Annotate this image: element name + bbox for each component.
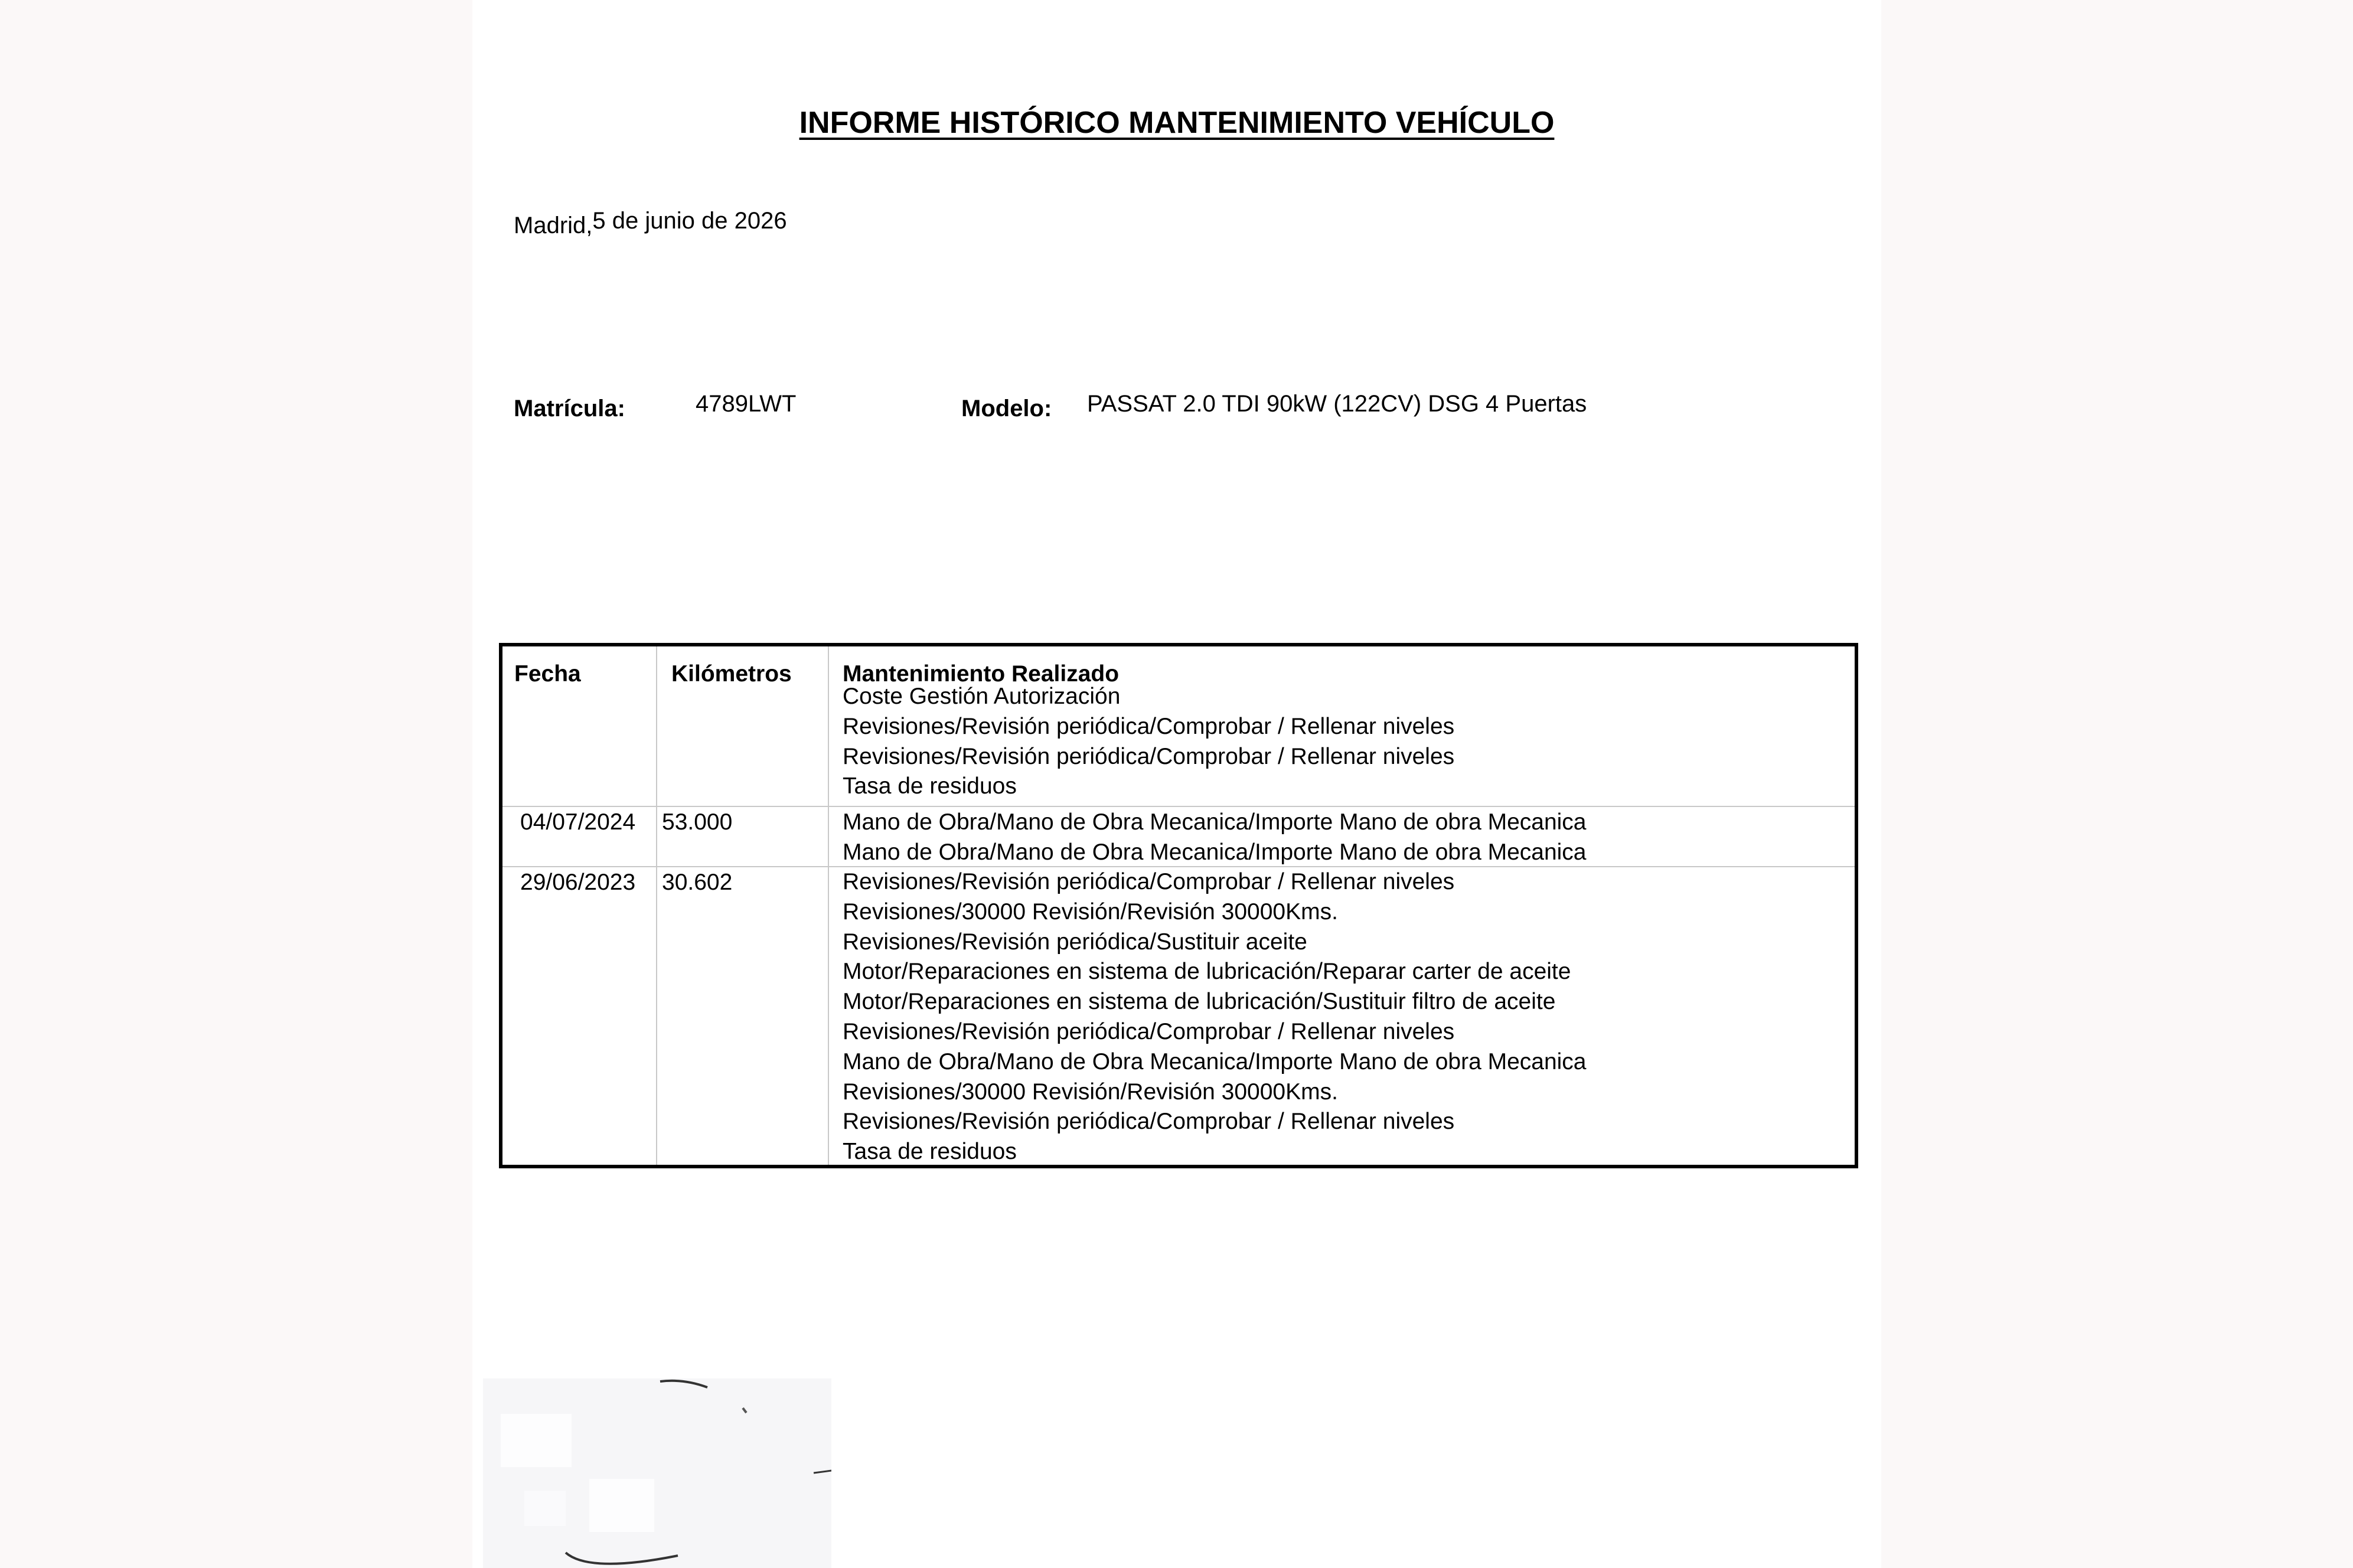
maintenance-item: Revisiones/Revisión periódica/Comprobar / Rellenar niveles [843, 1018, 1455, 1044]
signature-stamp-icon [483, 1378, 831, 1568]
maintenance-item: Revisiones/Revisión periódica/Comprobar / Rellenar niveles [843, 713, 1455, 739]
signature-stamp-icon [483, 1378, 831, 1568]
document-page [472, 0, 1881, 1568]
plate-value: 4789LWT [696, 391, 797, 417]
maintenance-item: Motor/Reparaciones en sistema de lubricación/Sustituir filtro de aceite [843, 989, 1556, 1015]
page-title: INFORME HISTÓRICO MANTENIMIENTO VEHÍCULO [799, 106, 1555, 140]
maintenance-item: Mano de Obra/Mano de Obra Mecanica/Importe Mano de obra Mecanica [843, 809, 1587, 835]
model-value: PASSAT 2.0 TDI 90kW (122CV) DSG 4 Puertas [1087, 391, 1587, 417]
maintenance-item: Tasa de residuos [843, 773, 1017, 799]
maintenance-item: Mano de Obra/Mano de Obra Mecanica/Importe Mano de obra Mecanica [843, 1048, 1587, 1074]
place-date [514, 208, 787, 239]
row-km: 30.602 [662, 870, 733, 895]
header-mantenimiento: Mantenimiento Realizado [843, 661, 1120, 687]
maintenance-table [499, 643, 1858, 1168]
report-date: 5 de junio de 2026 [592, 208, 787, 234]
maintenance-item: Coste Gestión Autorización [843, 684, 1121, 709]
maintenance-item: Revisiones/30000 Revisión/Revisión 30000Kms. [843, 1079, 1338, 1105]
row-divider [502, 806, 1855, 807]
column-divider [828, 646, 829, 1165]
plate-label: Matrícula: [514, 396, 625, 422]
row-date: 29/06/2023 [520, 870, 636, 895]
header-fecha: Fecha [514, 661, 581, 687]
maintenance-item: Revisiones/30000 Revisión/Revisión 30000Kms. [843, 899, 1338, 925]
maintenance-item: Tasa de residuos [843, 1139, 1017, 1165]
maintenance-item: Revisiones/Revisión periódica/Comprobar / Rellenar niveles [843, 869, 1455, 894]
maintenance-item: Motor/Reparaciones en sistema de lubricación/Reparar carter de aceite [843, 959, 1571, 985]
maintenance-item: Mano de Obra/Mano de Obra Mecanica/Importe Mano de obra Mecanica [843, 839, 1587, 865]
header-kilometros: Kilómetros [671, 661, 792, 687]
row-date: 04/07/2024 [520, 809, 636, 835]
column-divider [656, 646, 657, 1165]
maintenance-item: Revisiones/Revisión periódica/Comprobar / Rellenar niveles [843, 743, 1455, 769]
city-label: Madrid, [514, 213, 593, 239]
maintenance-item: Revisiones/Revisión periódica/Sustituir aceite [843, 929, 1307, 955]
model-label: Modelo: [961, 396, 1052, 422]
row-km: 53.000 [662, 809, 733, 835]
maintenance-item: Revisiones/Revisión periódica/Comprobar / Rellenar niveles [843, 1109, 1455, 1135]
